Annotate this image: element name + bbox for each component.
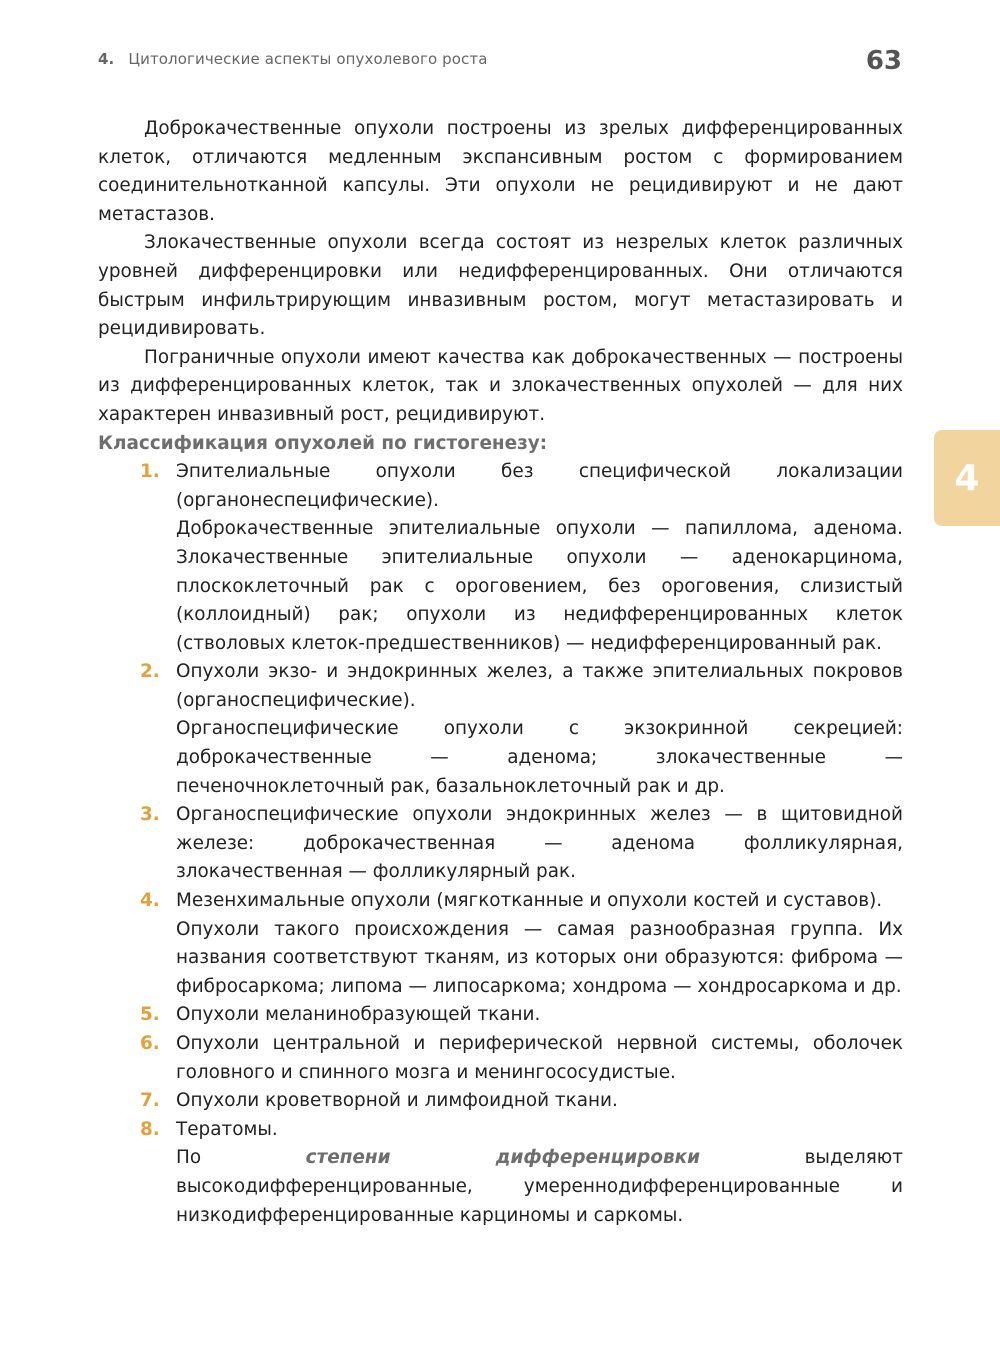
list-item-number: 5. (140, 1004, 160, 1026)
paragraph-benign: Доброкачественные опухоли построены из зрелых дифференцированных клеток, отличаются медленным экспансивным ростом с формированием соединительнотканной капсулы. Эти опухоли не рецидивируют и не дают метастазов. (98, 118, 903, 225)
list-item-detail: Доброкачественные эпителиальные опухоли — папиллома, аденома. Злокачественные эпителиальные опухоли — аденокарцинома, плоскоклеточный рак с ороговением, без ороговения, слизистый (коллоидный) рак; опухоли из недифференцированных клеток (стволовых клеток-предшественников) — недифференцированный рак. (176, 518, 903, 654)
list-item-number: 4. (140, 890, 160, 912)
list-item-text: Тератомы. (176, 1118, 278, 1140)
list-item-number: 6. (140, 1033, 160, 1054)
list-item-text: Опухоли кроветворной и лимфоидной ткани. (176, 1090, 618, 1112)
running-header (98, 50, 488, 68)
chapter-title: Цитологические аспекты опухолевого роста (128, 50, 488, 68)
list-item (98, 658, 903, 801)
list-item-number: 3. (140, 804, 160, 826)
classification-heading: Классификация опухолей по гистогенезу: (98, 432, 548, 454)
page-body (98, 115, 903, 1230)
chapter-side-tab (934, 430, 1000, 526)
list-item (98, 458, 903, 658)
list-item (98, 1001, 903, 1030)
differentiation-paragraph (176, 1144, 903, 1230)
paragraph-borderline: Пограничные опухоли имеют качества как доброкачественных — построены из дифференцированных клеток, так и злокачественных опухолей — для них характерен инвазивный рост, рецидивируют. (98, 346, 903, 425)
list-item-text: Органоспецифические опухоли эндокринных желез — в щитовидной железе: доброкачественная — аденома фолликулярная, злокачественная — фолликулярный рак. (176, 804, 903, 883)
list-item-detail: Органоспецифические опухоли с экзокринной секрецией: доброкачественные — аденома; злокачественные — печеночноклеточный рак, базальноклеточный рак и др. (176, 718, 903, 797)
list-item-text: Опухоли центральной и периферической нервной системы, оболочек головного и спинного мозга и менингососудистые. (176, 1033, 903, 1083)
list-item-text: Эпителиальные опухоли без специфической локализации (органонеспецифические). (176, 461, 903, 511)
list-item-number: 2. (140, 661, 160, 683)
list-item (98, 1087, 903, 1116)
list-item-text: Опухоли экзо- и эндокринных желез, а также эпителиальных покровов (органоспецифические). (176, 661, 903, 711)
differentiation-suffix: выделяют высокодифференцированные, умереннодифференцированные и низкодифференцированные карциномы и саркомы. (176, 1147, 903, 1226)
list-item (98, 1116, 903, 1230)
list-item-text: Мезенхимальные опухоли (мягкотканные и опухоли костей и суставов). (176, 890, 883, 912)
list-item-number: 8. (140, 1118, 160, 1140)
list-item (98, 801, 903, 887)
list-item (98, 887, 903, 1001)
chapter-number: 4. (98, 50, 115, 68)
list-item-number: 7. (140, 1090, 160, 1112)
differentiation-emphasis: степени дифференцировки (305, 1147, 700, 1169)
paragraph-malignant: Злокачественные опухоли всегда состоят из незрелых клеток различных уровней дифференцировки или недифференцированных. Они отличаются быстрым инфильтрирующим инвазивным ростом, могут метастазировать и рецидивировать. (98, 232, 903, 340)
chapter-tab-label: 4 (954, 457, 980, 499)
list-item-detail: Опухоли такого происхождения — самая разнообразная группа. Их названия соответствуют тканям, из которых они образуются: фиброма — фибросаркома; липома — липосаркома; хондрома — хондросаркома и др. (176, 918, 903, 997)
differentiation-prefix: По (176, 1147, 306, 1169)
list-item-text: Опухоли меланинобразующей ткани. (176, 1004, 541, 1026)
page-number: 63 (865, 46, 902, 76)
list-item-number: 1. (140, 461, 160, 483)
list-item (98, 1030, 903, 1087)
